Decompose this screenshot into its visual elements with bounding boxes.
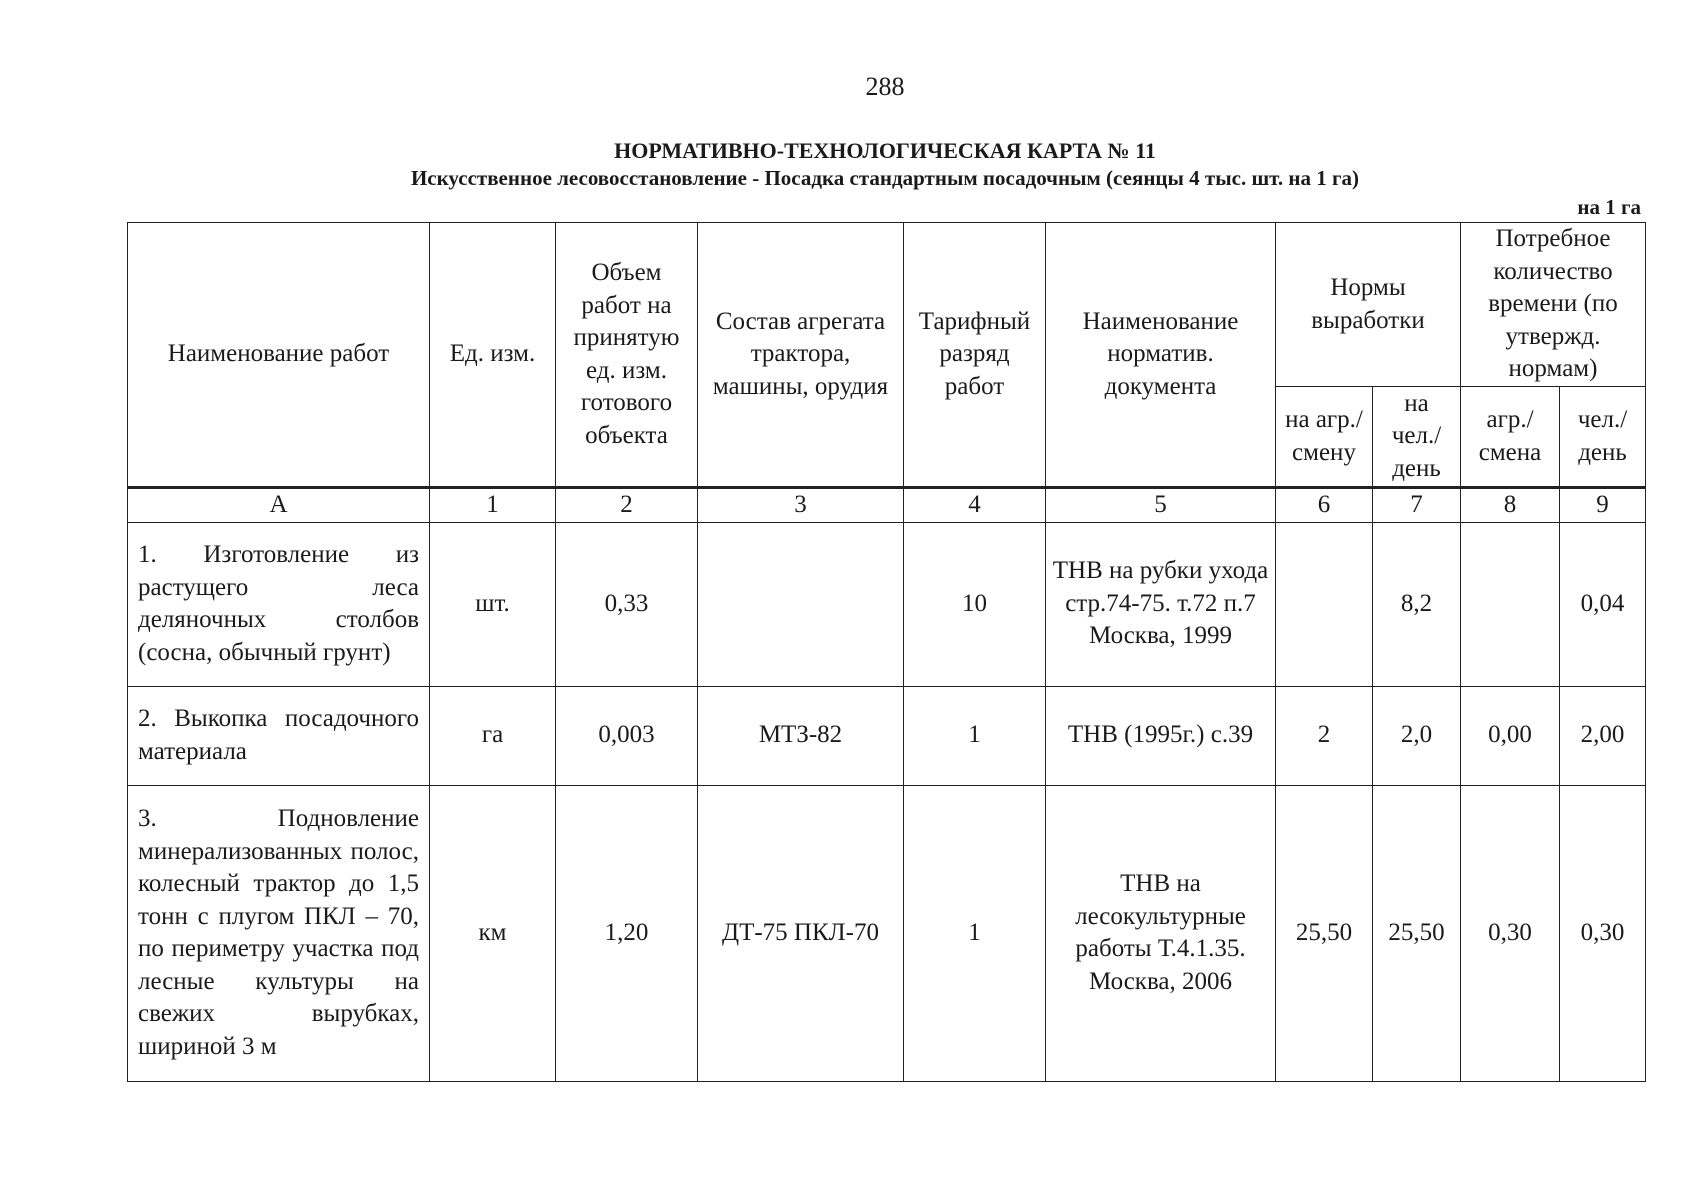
composition-cell: МТЗ-82 — [698, 686, 904, 785]
document-subtitle: Искусственное лесовосстановление - Посадка стандартным посадочным (сеянцы 4 тыс. шт. на 1 га) — [410, 166, 1360, 190]
unit-cell: га — [430, 686, 556, 785]
header-time: Потребное количество времени (по утвержд. нормам) — [1461, 223, 1646, 387]
document-cell: ТНВ на лесокультурные работы Т.4.1.35. Москва, 2006 — [1046, 785, 1276, 1081]
unit-cell: шт. — [430, 522, 556, 686]
index-cell: 9 — [1560, 488, 1646, 523]
table-row — [128, 785, 1646, 1081]
page-number: 288 — [865, 72, 905, 101]
time-agr-cell — [1461, 522, 1560, 686]
composition-cell — [698, 522, 904, 686]
index-cell: 2 — [556, 488, 698, 523]
norm-agr-cell — [1276, 522, 1373, 686]
table-row — [128, 686, 1646, 785]
norm-agr-cell: 25,50 — [1276, 785, 1373, 1081]
volume-cell: 0,003 — [556, 686, 698, 785]
header-volume: Объем работ на принятую ед. изм. готового объекта — [556, 223, 698, 488]
time-agr-cell: 0,30 — [1461, 785, 1560, 1081]
index-cell: 7 — [1373, 488, 1461, 523]
index-cell: 8 — [1461, 488, 1560, 523]
header-norms: Нормы выработки — [1276, 223, 1461, 387]
index-cell: 4 — [904, 488, 1046, 523]
document-title: НОРМАТИВНО-ТЕХНОЛОГИЧЕСКАЯ КАРТА № 11 — [614, 138, 1156, 163]
index-cell: 1 — [430, 488, 556, 523]
grade-cell: 1 — [904, 686, 1046, 785]
header-composition: Состав агрегата трактора, машины, орудия — [698, 223, 904, 488]
index-row — [128, 488, 1646, 523]
index-cell: 3 — [698, 488, 904, 523]
grade-cell: 1 — [904, 785, 1046, 1081]
norm-table — [127, 222, 1646, 1082]
header-norms-agr: на агр./ смену — [1276, 387, 1373, 488]
grade-cell: 10 — [904, 522, 1046, 686]
work-name: 2. Выкопка посадочного материала — [128, 686, 430, 785]
time-man-cell: 0,04 — [1560, 522, 1646, 686]
time-agr-cell: 0,00 — [1461, 686, 1560, 785]
work-name: 1. Изготовление из растущего леса деляночных столбов (сосна, обычный грунт) — [128, 522, 430, 686]
work-name: 3. Подновление минерализованных полос, колесный трактор до 1,5 тонн с плугом ПКЛ – 70, по периметру участка под лесные культуры на свежих вырубках, шириной 3 м — [128, 785, 430, 1081]
norm-man-cell: 8,2 — [1373, 522, 1461, 686]
index-cell: А — [128, 488, 430, 523]
composition-cell: ДТ-75 ПКЛ-70 — [698, 785, 904, 1081]
unit-note: на 1 га — [1577, 195, 1641, 219]
table-row — [128, 522, 1646, 686]
header-grade: Тарифный разряд работ — [904, 223, 1046, 488]
volume-cell: 0,33 — [556, 522, 698, 686]
header-row — [128, 223, 1646, 387]
index-cell: 6 — [1276, 488, 1373, 523]
norm-man-cell: 2,0 — [1373, 686, 1461, 785]
index-cell: 5 — [1046, 488, 1276, 523]
time-man-cell: 0,30 — [1560, 785, 1646, 1081]
document-cell: ТНВ (1995г.) с.39 — [1046, 686, 1276, 785]
time-man-cell: 2,00 — [1560, 686, 1646, 785]
unit-cell: км — [430, 785, 556, 1081]
header-document: Наименование норматив. документа — [1046, 223, 1276, 488]
norm-man-cell: 25,50 — [1373, 785, 1461, 1081]
header-norms-man: на чел./ день — [1373, 387, 1461, 488]
header-unit: Ед. изм. — [430, 223, 556, 488]
volume-cell: 1,20 — [556, 785, 698, 1081]
header-time-man: чел./ день — [1560, 387, 1646, 488]
norm-agr-cell: 2 — [1276, 686, 1373, 785]
document-cell: ТНВ на рубки ухода стр.74-75. т.72 п.7 Москва, 1999 — [1046, 522, 1276, 686]
header-time-agr: агр./ смена — [1461, 387, 1560, 488]
header-name: Наименование работ — [128, 223, 430, 488]
